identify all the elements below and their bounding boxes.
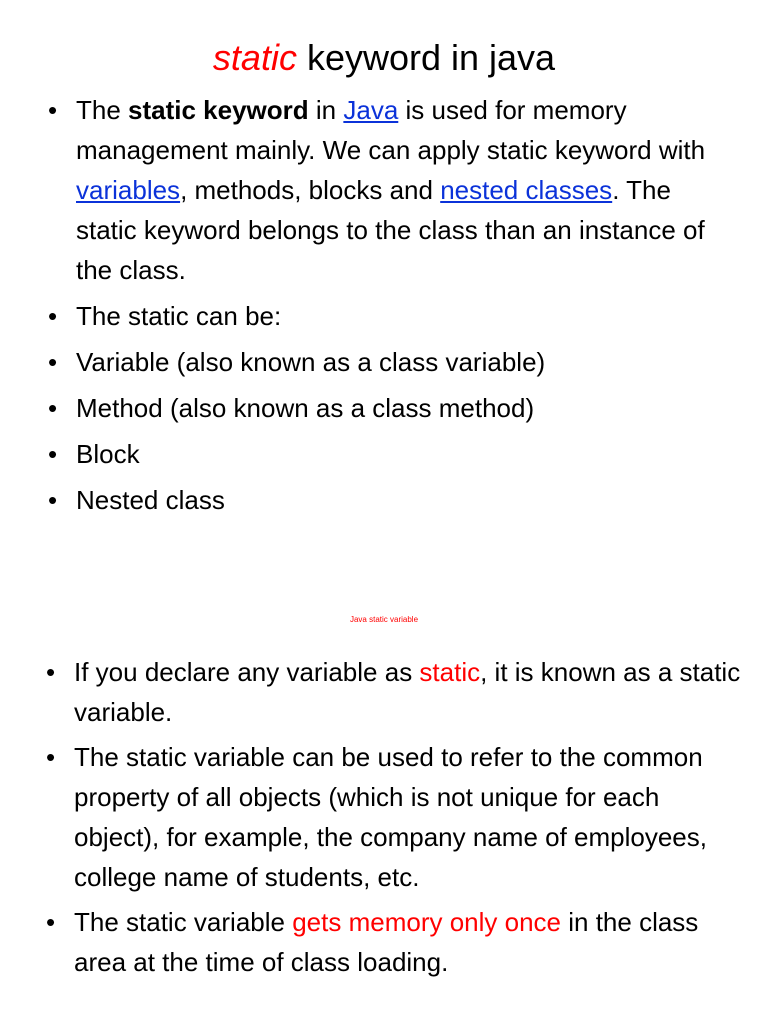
intro-text-5: . The static keyword belongs to the class than an instance of the class. [76,175,705,285]
static-keyword-bold: static keyword [128,95,309,125]
bullet-text: If you declare any variable as [74,657,420,687]
list-item: • Method (also known as a class method) [44,388,734,428]
list-item [42,902,742,982]
intro-bullet [44,90,734,290]
bullet-text: in the class area at the time of class loading. [74,907,699,977]
variables-link[interactable]: variables [76,175,181,205]
list-item: • Nested class [44,480,734,520]
title-rest: keyword in java [296,37,556,78]
java-link[interactable]: Java [343,95,399,125]
intro-text-2: in [308,95,344,125]
intro-text-1: The [76,95,129,125]
intro-text-4: , methods, blocks and [180,175,441,205]
bullet-text: , it is known as a static variable. [74,657,741,727]
list-item: • The static can be: [44,296,734,336]
memory-once-highlight: gets memory only once [292,907,562,937]
bullet-text: The static variable [74,907,293,937]
static-highlight: static [419,657,481,687]
section-subheading: Java static variable [349,615,419,624]
nested-classes-link[interactable]: nested classes [440,175,613,205]
list-item [42,652,742,732]
intro-text-3: is used for memory management mainly. We can apply static keyword with [76,95,706,165]
static-overview-list [44,90,734,526]
title-accent-word: static [212,37,297,78]
list-item: • Block [44,434,734,474]
list-item: • Variable (also known as a class variable) [44,342,734,382]
slide-title [0,34,768,82]
list-item: • The static variable can be used to refer to the common property of all objects (which is not unique for each object), for example, the company name of employees, college name of students, etc. [42,737,742,897]
static-variable-list [42,652,742,987]
